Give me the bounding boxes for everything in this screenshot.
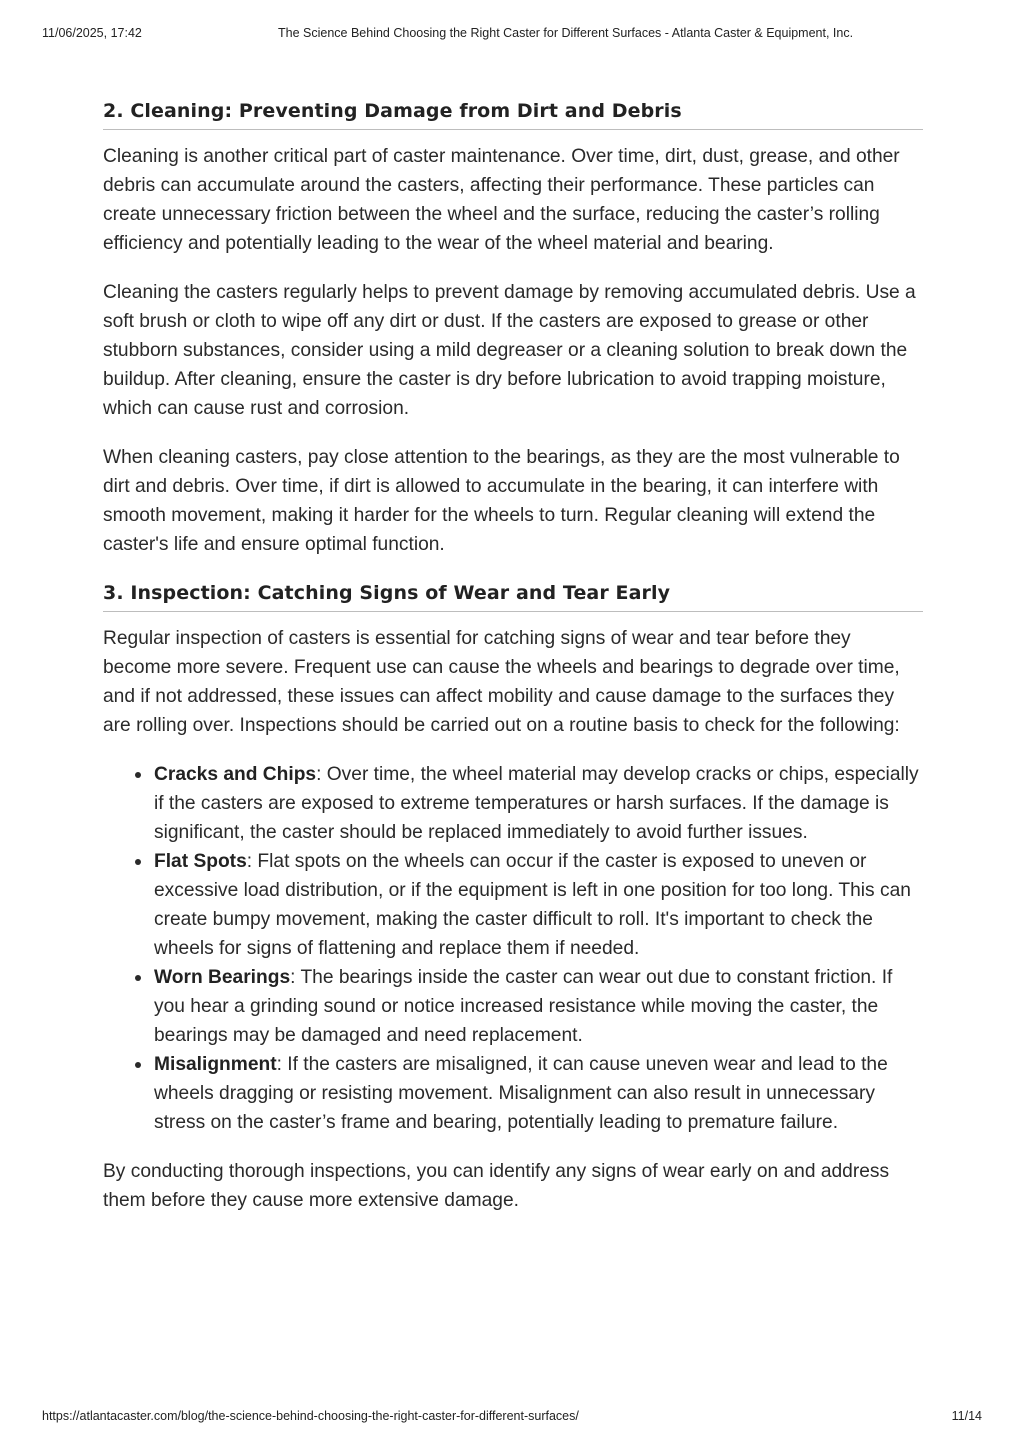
list-item-term: Misalignment (154, 1054, 277, 1075)
section-heading-inspection: 3. Inspection: Catching Signs of Wear and Tear Early (103, 579, 923, 612)
list-item-text: : The bearings inside the caster can wear out due to constant friction. If you hear a grinding sound or notice increased resistance while moving the caster, the bearings may be damaged and need replacement. (154, 967, 893, 1046)
print-header (42, 26, 982, 42)
list-item-text: : Flat spots on the wheels can occur if the caster is exposed to uneven or excessive load distribution, or if the equipment is left in one position for too long. This can create bumpy movement, making the caster difficult to roll. It's important to check the wheels for signs of flattening and replace them if needed. (154, 851, 911, 959)
list-item (154, 847, 923, 963)
print-date: 11/06/2025, 17:42 (42, 26, 142, 40)
page-url-link[interactable]: https://atlantacaster.com/blog/the-science-behind-choosing-the-right-caster-for-different-surfaces/ (42, 1409, 579, 1423)
page-number: 11/14 (951, 1409, 982, 1423)
print-page-title: The Science Behind Choosing the Right Caster for Different Surfaces - Atlanta Caster & Equipment, Inc. (278, 26, 854, 40)
inspection-closing-paragraph: By conducting thorough inspections, you can identify any signs of wear early on and address them before they cause more extensive damage. (103, 1161, 890, 1211)
cleaning-paragraph-2: Cleaning the casters regularly helps to prevent damage by removing accumulated debris. Use a soft brush or cloth to wipe off any dirt or dust. If the casters are exposed to grease or other stubborn substances, consider using a mild degreaser or a cleaning solution to break down the buildup. After cleaning, ensure the caster is dry before lubrication to avoid trapping moisture, which can cause rust and corrosion. (103, 282, 916, 419)
list-item-term: Worn Bearings (154, 967, 291, 988)
list-item-term: Flat Spots (154, 851, 247, 872)
list-item-text: : Over time, the wheel material may develop cracks or chips, especially if the casters are exposed to extreme temperatures or harsh surfaces. If the damage is significant, the caster should be replaced immediately to avoid further issues. (154, 764, 919, 843)
bullet-icon (135, 975, 141, 981)
list-item-term: Cracks and Chips (154, 764, 317, 785)
bullet-icon (135, 859, 141, 865)
list-item-text: : If the casters are misaligned, it can cause uneven wear and lead to the wheels dragging or resisting movement. Misalignment can also result in unnecessary stress on the caster’s frame and bearing, potentially leading to premature failure. (154, 1054, 888, 1133)
cleaning-paragraph-3: When cleaning casters, pay close attention to the bearings, as they are the most vulnerable to dirt and debris. Over time, if dirt is allowed to accumulate in the bearing, it can interfere with smooth movement, making it harder for the wheels to turn. Regular cleaning will extend the caster's life and ensure optimal function. (103, 447, 900, 555)
list-item (154, 963, 923, 1050)
inspection-checklist (103, 760, 923, 1137)
bullet-icon (135, 772, 141, 778)
cleaning-paragraph-1: Cleaning is another critical part of caster maintenance. Over time, dirt, dust, grease, and other debris can accumulate around the casters, affecting their performance. These particles can create unnecessary friction between the wheel and the surface, reducing the caster’s rolling efficiency and potentially leading to the wear of the wheel material and bearing. (103, 146, 900, 254)
inspection-intro-paragraph: Regular inspection of casters is essential for catching signs of wear and tear before they become more severe. Frequent use can cause the wheels and bearings to degrade over time, and if not addressed, these issues can affect mobility and cause damage to the surfaces they are rolling over. Inspections should be carried out on a routine basis to check for the following: (103, 628, 900, 736)
article-content (103, 97, 923, 1215)
section-heading-cleaning: 2. Cleaning: Preventing Damage from Dirt and Debris (103, 97, 923, 130)
print-footer (42, 1409, 982, 1425)
list-item (154, 760, 923, 847)
bullet-icon (135, 1062, 141, 1068)
list-item (154, 1050, 923, 1137)
